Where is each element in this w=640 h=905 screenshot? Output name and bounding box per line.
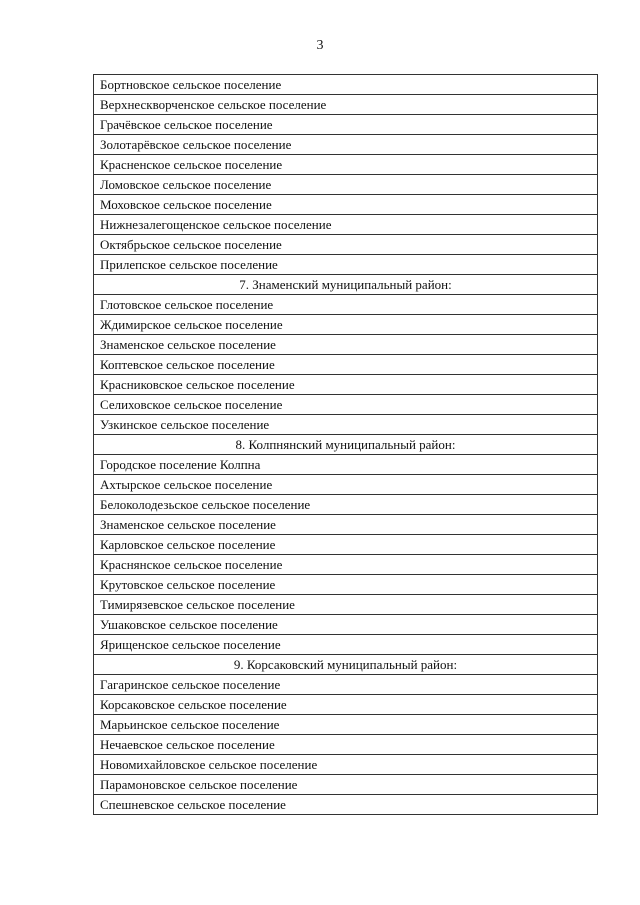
settlement-row <box>94 795 598 815</box>
settlement-row <box>94 375 598 395</box>
settlement-name: Спешневское сельское поселение <box>94 795 598 815</box>
settlement-row <box>94 215 598 235</box>
settlement-row <box>94 395 598 415</box>
settlement-row <box>94 695 598 715</box>
settlement-name: Коптевское сельское поселение <box>94 355 598 375</box>
settlement-name: Ярищенское сельское поселение <box>94 635 598 655</box>
settlement-row <box>94 735 598 755</box>
settlement-row <box>94 415 598 435</box>
settlement-name: Ждимирское сельское поселение <box>94 315 598 335</box>
settlement-name: Ушаковское сельское поселение <box>94 615 598 635</box>
settlement-row <box>94 515 598 535</box>
settlement-name: Корсаковское сельское поселение <box>94 695 598 715</box>
settlement-row <box>94 455 598 475</box>
settlement-name: Знаменское сельское поселение <box>94 335 598 355</box>
settlement-row <box>94 335 598 355</box>
settlements-table <box>93 74 598 815</box>
district-header: 7. Знаменский муниципальный район: <box>94 275 598 295</box>
settlement-name: Марьинское сельское поселение <box>94 715 598 735</box>
settlement-name: Ахтырское сельское поселение <box>94 475 598 495</box>
settlement-name: Узкинское сельское поселение <box>94 415 598 435</box>
settlement-row <box>94 715 598 735</box>
settlement-name: Парамоновское сельское поселение <box>94 775 598 795</box>
settlement-name: Знаменское сельское поселение <box>94 515 598 535</box>
settlement-name: Ломовское сельское поселение <box>94 175 598 195</box>
settlement-name: Гагаринское сельское поселение <box>94 675 598 695</box>
district-header: 8. Колпнянский муниципальный район: <box>94 435 598 455</box>
settlement-row <box>94 595 598 615</box>
settlement-name: Глотовское сельское поселение <box>94 295 598 315</box>
settlement-name: Нечаевское сельское поселение <box>94 735 598 755</box>
settlement-name: Бортновское сельское поселение <box>94 75 598 95</box>
settlement-row <box>94 475 598 495</box>
settlement-row <box>94 555 598 575</box>
settlement-name: Краснянское сельское поселение <box>94 555 598 575</box>
settlement-row <box>94 495 598 515</box>
settlement-name: Золотарёвское сельское поселение <box>94 135 598 155</box>
settlements-table-body <box>94 75 598 815</box>
district-header-row <box>94 275 598 295</box>
settlement-row <box>94 355 598 375</box>
settlement-row <box>94 115 598 135</box>
settlement-name: Моховское сельское поселение <box>94 195 598 215</box>
settlement-name: Грачёвское сельское поселение <box>94 115 598 135</box>
settlement-row <box>94 195 598 215</box>
settlement-name: Нижнезалегощенское сельское поселение <box>94 215 598 235</box>
settlement-row <box>94 155 598 175</box>
settlement-name: Крутовское сельское поселение <box>94 575 598 595</box>
settlement-name: Верхнескворченское сельское поселение <box>94 95 598 115</box>
settlement-row <box>94 135 598 155</box>
settlement-row <box>94 235 598 255</box>
settlement-row <box>94 615 598 635</box>
settlement-name: Прилепское сельское поселение <box>94 255 598 275</box>
settlement-name: Октябрьское сельское поселение <box>94 235 598 255</box>
settlement-row <box>94 675 598 695</box>
settlement-row <box>94 315 598 335</box>
district-header-row <box>94 435 598 455</box>
settlement-name: Белоколодезьское сельское поселение <box>94 495 598 515</box>
settlement-row <box>94 755 598 775</box>
settlement-row <box>94 75 598 95</box>
settlement-row <box>94 635 598 655</box>
settlement-row <box>94 775 598 795</box>
settlement-name: Новомихайловское сельское поселение <box>94 755 598 775</box>
settlement-name: Красниковское сельское поселение <box>94 375 598 395</box>
settlement-name: Красненское сельское поселение <box>94 155 598 175</box>
district-header: 9. Корсаковский муниципальный район: <box>94 655 598 675</box>
settlement-row <box>94 175 598 195</box>
settlement-row <box>94 255 598 275</box>
page-number: 3 <box>316 38 324 53</box>
settlement-row <box>94 535 598 555</box>
settlement-row <box>94 295 598 315</box>
district-header-row <box>94 655 598 675</box>
settlement-name: Городское поселение Колпна <box>94 455 598 475</box>
settlement-name: Селиховское сельское поселение <box>94 395 598 415</box>
settlement-row <box>94 95 598 115</box>
settlement-name: Тимирязевское сельское поселение <box>94 595 598 615</box>
settlement-row <box>94 575 598 595</box>
settlement-name: Карловское сельское поселение <box>94 535 598 555</box>
